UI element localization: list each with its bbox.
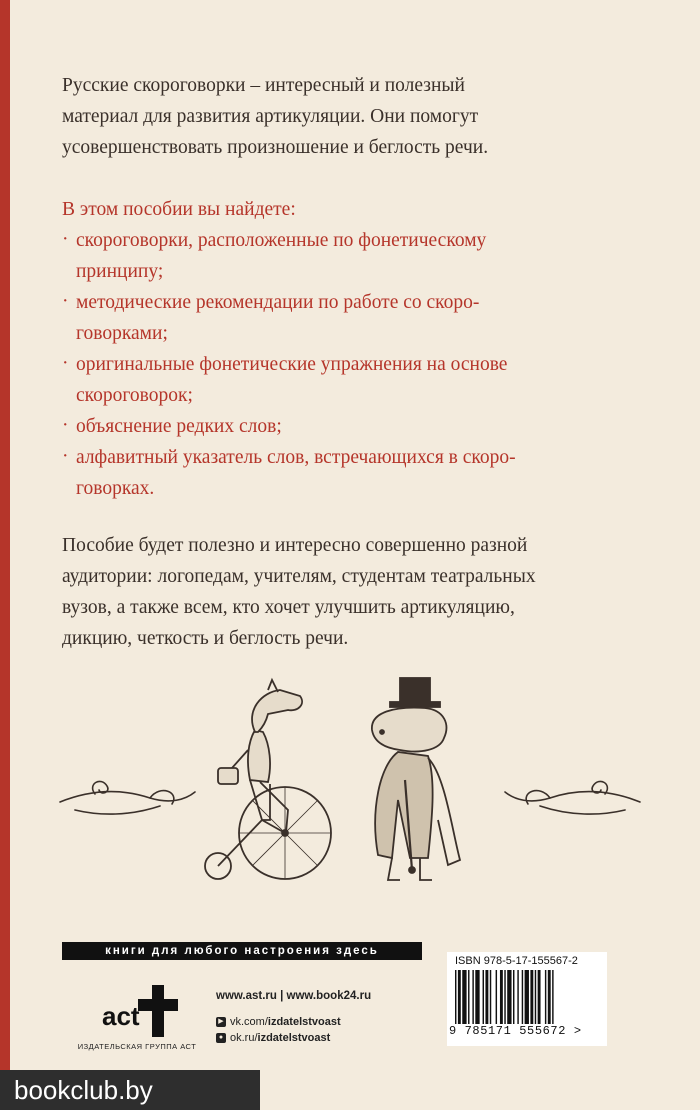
vk-prefix: vk.com/ xyxy=(230,1016,268,1028)
audience-line: Пособие будет полезно и интересно совершенно разной xyxy=(62,535,528,556)
isbn-label: ISBN 978-5-17-155567-2 xyxy=(455,955,578,967)
list-item xyxy=(62,349,662,411)
ok-prefix: ok.ru/ xyxy=(230,1032,258,1044)
vk-link[interactable] xyxy=(216,1014,371,1030)
red-spine-edge xyxy=(0,0,10,1110)
benefits-heading: В этом пособии вы найдете: xyxy=(62,199,296,220)
audience-line: вузов, а также всем, кто хочет улучшить артикуляцию, xyxy=(62,597,515,618)
logo-text: act xyxy=(102,1001,140,1031)
list-item xyxy=(62,225,662,287)
website-links[interactable]: www.ast.ru | www.book24.ru xyxy=(216,990,372,1002)
list-item xyxy=(62,411,662,442)
list-item xyxy=(62,287,662,349)
ast-logo-icon xyxy=(100,985,182,1037)
benefits-list xyxy=(62,225,662,504)
vintage-illustration xyxy=(0,670,700,910)
intro-line: материал для развития артикуляции. Они помогут xyxy=(62,106,479,127)
ok-icon: ● xyxy=(216,1033,226,1043)
barcode-block xyxy=(447,952,607,1046)
audience-line: дикцию, четкость и беглость речи. xyxy=(62,628,349,649)
watermark-label: bookclub.by xyxy=(0,1070,260,1110)
vk-handle: izdatelstvoast xyxy=(267,1016,341,1028)
tagline-banner: книги для любого настроения здесь xyxy=(62,942,422,960)
barcode-digits: 9 785171 555672 > xyxy=(449,1024,582,1038)
list-item xyxy=(62,442,662,504)
list-item-line: · оригинальные фонетические упражнения на основе xyxy=(76,354,508,375)
list-item-line: говорками; xyxy=(76,323,168,344)
list-item-line: · методические рекомендации по работе со скоро- xyxy=(76,292,480,313)
list-item-line: · объяснение редких слов; xyxy=(76,416,282,437)
benefits-list-block xyxy=(62,194,662,504)
audience-line: аудитории: логопедам, учителям, студентам театральных xyxy=(62,566,536,587)
barcode-icon xyxy=(455,970,595,1024)
left-flourish-ornament xyxy=(60,781,195,814)
hippo-gentleman-drawing xyxy=(372,678,460,880)
list-item-line: · алфавитный указатель слов, встречающихся в скоро- xyxy=(76,447,516,468)
intro-paragraph xyxy=(62,70,662,163)
publisher-links xyxy=(216,990,371,1046)
publisher-caption: ИЗДАТЕЛЬСКАЯ ГРУППА АСТ xyxy=(77,1042,197,1051)
ok-link[interactable] xyxy=(216,1030,371,1046)
right-flourish-ornament xyxy=(505,781,640,814)
list-item-line: · скороговорки, расположенные по фонетическому xyxy=(76,230,487,251)
list-item-line: говорках. xyxy=(76,478,155,499)
horse-on-penny-farthing-drawing xyxy=(205,680,331,879)
audience-paragraph xyxy=(62,530,662,654)
intro-line: усовершенствовать произношение и беглость речи. xyxy=(62,137,489,158)
list-item-line: принципу; xyxy=(76,261,164,282)
intro-line: Русские скороговорки – интересный и полезный xyxy=(62,75,465,96)
ok-handle: izdatelstvoast xyxy=(257,1032,331,1044)
list-item-line: скороговорок; xyxy=(76,385,193,406)
vk-icon: ▶ xyxy=(216,1017,226,1027)
